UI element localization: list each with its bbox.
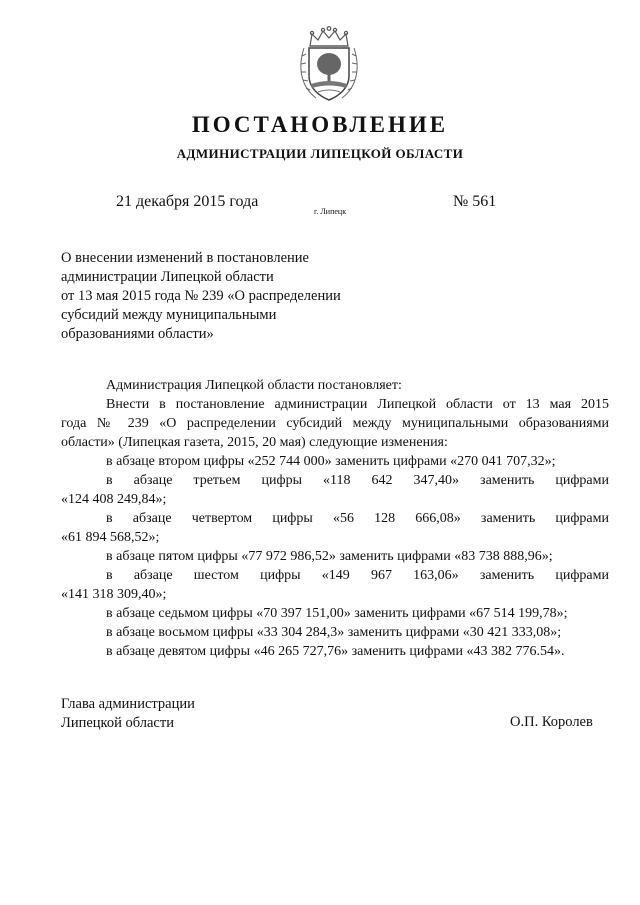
body-line: в абзаце седьмом цифры «70 397 151,00» заменить цифрами «67 514 199,78»; xyxy=(106,606,568,621)
document-number: № 561 xyxy=(453,193,497,210)
body-line: «61 894 568,52»; xyxy=(61,530,160,545)
body-line: «141 318 309,40»; xyxy=(61,587,167,602)
signature-position xyxy=(61,695,195,733)
body-line: в абзаце втором цифры «252 744 000» заменить цифрами «270 041 707,32»; xyxy=(106,454,556,469)
document-subject xyxy=(61,249,361,344)
document-title: ПОСТАНОВЛЕНИЕ xyxy=(191,112,449,137)
signature-position-line: Глава администрации xyxy=(61,696,195,712)
body-line: области» (Липецкая газета, 2015, 20 мая) следующие изменения: xyxy=(61,435,448,450)
subject-line: администрации Липецкой области xyxy=(61,269,274,285)
subject-line: образованиями области» xyxy=(61,326,214,342)
subject-line: О внесении изменений в постановление xyxy=(61,250,309,266)
document-date: 21 декабря 2015 года xyxy=(116,193,259,210)
subject-line: от 13 мая 2015 года № 239 «О распределении xyxy=(61,288,341,304)
body-line: года № 239 «О распределении субсидий между муниципальными образованиями xyxy=(61,416,609,431)
body-line: в абзаце восьмом цифры «33 304 284,3» заменить цифрами «30 421 333,08»; xyxy=(106,625,562,640)
body-line: в абзаце шестом цифры «149 967 163,06» заменить цифрами xyxy=(106,568,609,583)
document-city: г. Липецк xyxy=(314,207,347,216)
body-line: Внести в постановление администрации Липецкой области от 13 мая 2015 xyxy=(106,397,609,412)
document-body xyxy=(61,376,609,661)
body-line: «124 408 249,84»; xyxy=(61,492,167,507)
coat-of-arms-icon xyxy=(296,26,362,104)
subject-line: субсидий между муниципальными xyxy=(61,307,277,323)
body-line: Администрация Липецкой области постановляет: xyxy=(106,378,402,393)
body-line: в абзаце девятом цифры «46 265 727,76» заменить цифрами «43 382 776.54». xyxy=(106,644,565,659)
body-line: в абзаце четвертом цифры «56 128 666,08» заменить цифрами xyxy=(106,511,609,526)
body-line: в абзаце третьем цифры «118 642 347,40» заменить цифрами xyxy=(106,473,609,488)
document-subtitle: АДМИНИСТРАЦИИ ЛИПЕЦКОЙ ОБЛАСТИ xyxy=(176,146,464,161)
signature-position-line: Липецкой области xyxy=(61,715,174,731)
signature-name: О.П. Королев xyxy=(510,714,593,730)
body-line: в абзаце пятом цифры «77 972 986,52» заменить цифрами «83 738 888,96»; xyxy=(106,549,553,564)
